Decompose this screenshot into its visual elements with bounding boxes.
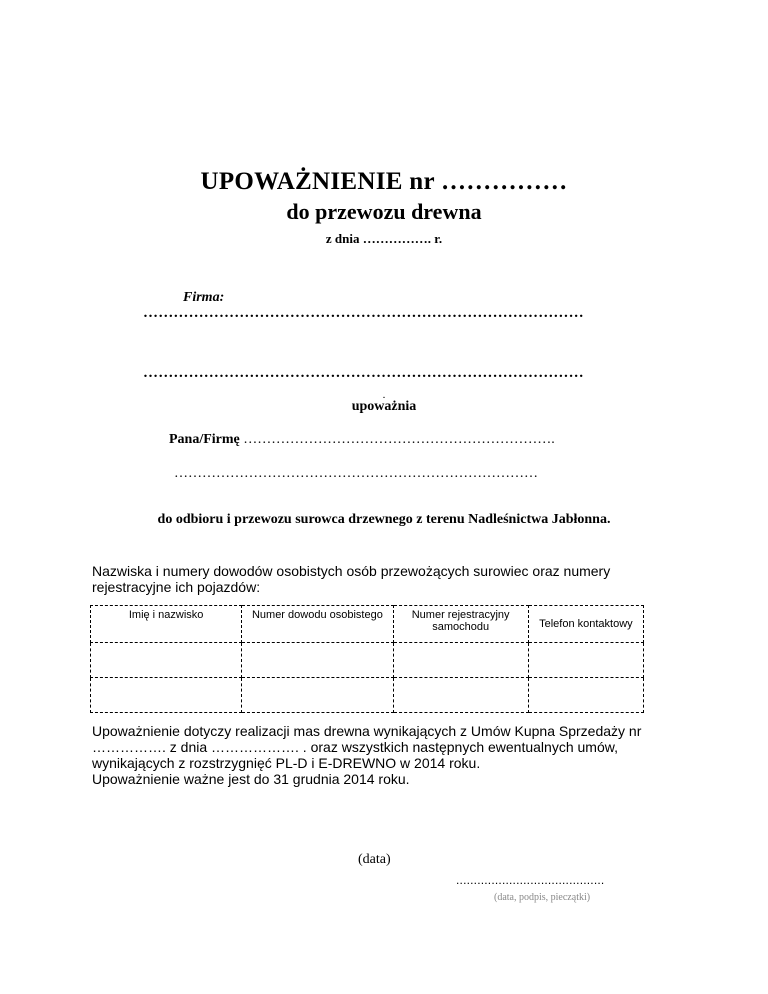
issue-date-line: z dnia ……………. r. [325, 231, 443, 246]
table-cell[interactable] [242, 678, 393, 713]
note-line-3: wynikających z rozstrzygnięć PL-D i E-DREWNO w 2014 roku. [92, 755, 481, 771]
authorized-person-dots: …………………………………………………………. [239, 432, 555, 447]
intro-paragraph: Nazwiska i numery dowodów osobistych osób przewożących surowiec oraz numery rejestracyjne ich pojazdów: [92, 563, 611, 595]
authorized-person-line-2: …………………………………………………………………… [174, 466, 538, 481]
firma-line-1: …………………………………………………………………………… [143, 305, 584, 321]
header-id-number: Numer dowodu osobistego [242, 606, 393, 643]
table-row [91, 643, 644, 678]
firma-line-2: …………………………………………………………………………… [143, 365, 584, 381]
table-cell[interactable] [393, 643, 528, 678]
note-paragraph [92, 723, 672, 787]
table-cell[interactable] [91, 643, 242, 678]
header-name: Imię i nazwisko [91, 606, 242, 643]
note-line-2: ……………. z dnia ………………. . oraz wszystkich następnych ewentualnych umów, [92, 739, 618, 755]
authorizes-label: upoważnia [351, 399, 417, 414]
table-cell[interactable] [393, 678, 528, 713]
note-line-4: Upoważnienie ważne jest do 31 grudnia 2014 roku. [92, 771, 410, 787]
signature-line: .......................................... [456, 873, 605, 887]
separator-dot: . [382, 389, 386, 401]
table-cell[interactable] [242, 643, 393, 678]
document-subtitle: do przewozu drewna [286, 199, 482, 224]
firma-label: Firma: [183, 290, 225, 305]
date-label: (data) [358, 852, 391, 867]
header-phone: Telefon kontaktowy [528, 606, 643, 643]
table-cell[interactable] [528, 643, 643, 678]
header-registration: Numer rejestracyjny samochodu [393, 606, 528, 643]
drivers-table [90, 605, 644, 713]
table-row [91, 678, 644, 713]
authorized-person-label: Pana/Firmę [169, 432, 240, 447]
table-header-row [91, 606, 644, 643]
table-cell[interactable] [91, 678, 242, 713]
note-line-1: Upoważnienie dotyczy realizacji mas drewna wynikających z Umów Kupna Sprzedaży nr [92, 723, 642, 739]
purpose-statement: do odbioru i przewozu surowca drzewnego z terenu Nadleśnictwa Jabłonna. [157, 512, 611, 527]
signature-caption: (data, podpis, pieczątki) [494, 892, 591, 903]
table-cell[interactable] [528, 678, 643, 713]
document-title: UPOWAŻNIENIE nr …………… [200, 168, 568, 195]
authorized-person-line [169, 432, 555, 448]
